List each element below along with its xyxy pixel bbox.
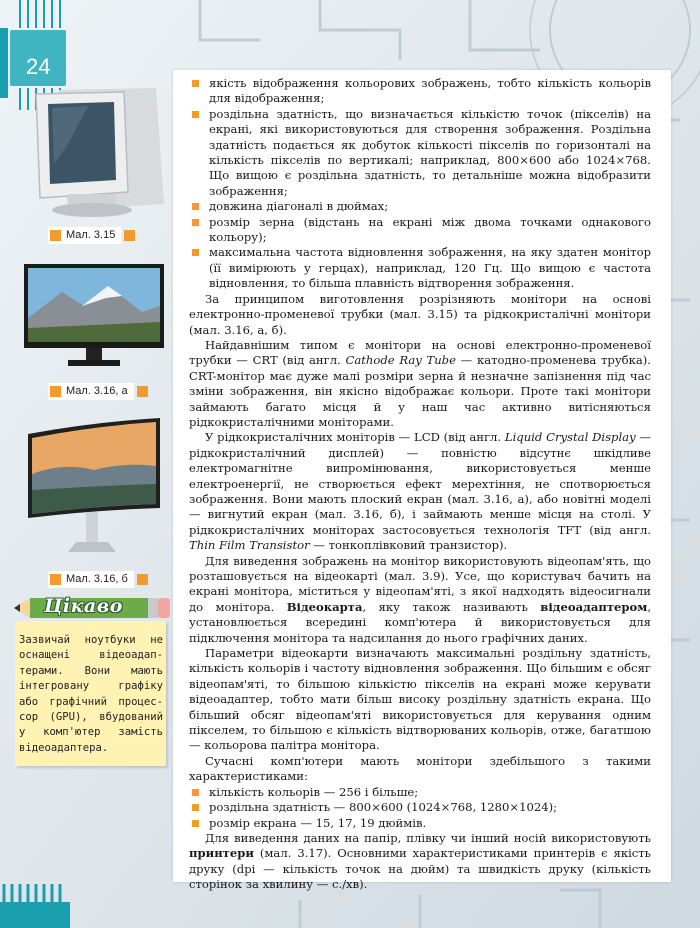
interesting-fact-note: [15, 621, 166, 766]
figure-caption-3-16a: Мал. 3.16, а: [48, 383, 134, 400]
page-number: 24: [26, 54, 51, 79]
crt-monitor-image: [28, 84, 170, 220]
list-item: розмір зерна (відстань на екрані між двома точками однакового кольору);: [189, 215, 651, 246]
paragraph-video-memory: Для виведення зображень на монітор використовують відеопам'ять, що розташовується на відеокарті (мал. 3.9). Усе, що користувач бачить на екрані монітора, міститься у відеопам'яті, з якої надходять відеосигнали до монітора. Відеокарта, яку також називають відеоадаптером, установлюється всередині комп'ютера й використовується для підключення монітора та надсилання до нього графічних даних.: [189, 553, 651, 645]
body-text: [189, 76, 651, 893]
list-item: кількість кольорів — 256 і більше;: [189, 785, 651, 800]
paragraph-printers: Для виведення даних на папір, плівку чи інший носій використовують принтери (мал. 3.17). Основними характеристиками принтерів є якість друку (dpi — кількість точок на дюйм) та швидкість друку (кількість сторінок за хвилину — с./хв).: [189, 830, 651, 892]
monitor-characteristics-list: [189, 76, 651, 292]
list-item: роздільна здатність — 800×600 (1024×768, 1280×1024);: [189, 800, 651, 815]
figure-caption-3-16b: Мал. 3.16, б: [48, 571, 134, 588]
modern-monitor-specs-list: [189, 785, 651, 831]
paragraph-lcd: У рідкокристалічних моніторів — LCD (від англ. Liquid Crystal Display — рідкокристалічний дисплей) — повністю відсутнє шкідливе електромагнітне випромінювання, використовується менше електроенергії, не створюється ефект мерехтіння, не спотворюється зображення. Вони мають плоский екран (мал. 3.16, а), або новітні моделі — вигнутий екран (мал. 3.16, б), і займають менше місця на столі. У рідкокристалічних моніторах застосовується технологія TFT (від англ. Thin Film Transistor — тонкоплівковий транзистор).: [189, 430, 651, 553]
list-item: якість відображення кольорових зображень, тобто кількість кольорів для відображення;: [189, 76, 651, 107]
figure-caption-3-15: Мал. 3.15: [48, 227, 121, 244]
paragraph-monitor-types: За принципом виготовлення розрізняють монітори на основі електронно-променевої трубки (мал. 3.15) та рідкокристалічні монітори (мал. 3.16, а, б).: [189, 291, 651, 337]
main-text-panel: [173, 70, 671, 892]
list-item: розмір екрана — 15, 17, 19 дюймів.: [189, 816, 651, 831]
note-title: Цікаво: [44, 595, 123, 617]
paragraph-video-card-params: Параметри відеокарти визначають максимальні роздільну здатність, кількість кольорів і частоту відновлення зображення. Що більшим є обсяг відеопам'яті, то більшою кількістю пікселів на екрані може керувати відеоадаптер, тобто мати більш високу роздільну здатність екрана. Що більший обсяг відеопам'яті використовується для керування одним пікселем, то більшою є кількість відтворюваних кольорів, отже, багатшою — кольорова палітра монітора.: [189, 646, 651, 753]
flat-lcd-monitor-image: [22, 262, 166, 370]
paragraph-modern-monitors: Сучасні комп'ютери мають монітори здебільшого з такими характеристиками:: [189, 753, 651, 784]
note-text: Зазвичай ноутбуки не оснащені відеоадап-терами. Вони мають інтегровану графіку або графічний процес-сор (GPU), вбудований у комп'ютер замість відеоадаптера.: [19, 634, 163, 754]
list-item: максимальна частота відновлення зображення, на яку здатен монітор (її вимірюють у герцах), наприклад, 120 Гц. Що вищою є частота відновлення, то більша плавність відтворення зображення.: [189, 245, 651, 291]
list-item: роздільна здатність, що визначається кількістю точок (пікселів) на екрані, які використовуються для створення зображення. Роздільна здатність подається як добуток кількості пікселів по горизонталі на кількість пікселів по вертикалі; наприклад, 800×600 або 1024×768. Що вищою є роздільна здатність, то детальніше можна відобразити зображення;: [189, 107, 651, 199]
list-item: довжина діагоналі в дюймах;: [189, 199, 651, 214]
paragraph-crt: Найдавнішим типом є монітори на основі електронно-променевої трубки — CRT (від англ. Cathode Ray Tube — катодно-променева трубка). CRT-монітор має дуже малі розміри зерна й незначне запізнення під час зміни зображення, він якісно відображає кольори. Проте такі монітори займають багато місця й у наш час активно витісняються рідкокристалічними моніторами.: [189, 337, 651, 429]
curved-monitor-image: [24, 414, 164, 560]
